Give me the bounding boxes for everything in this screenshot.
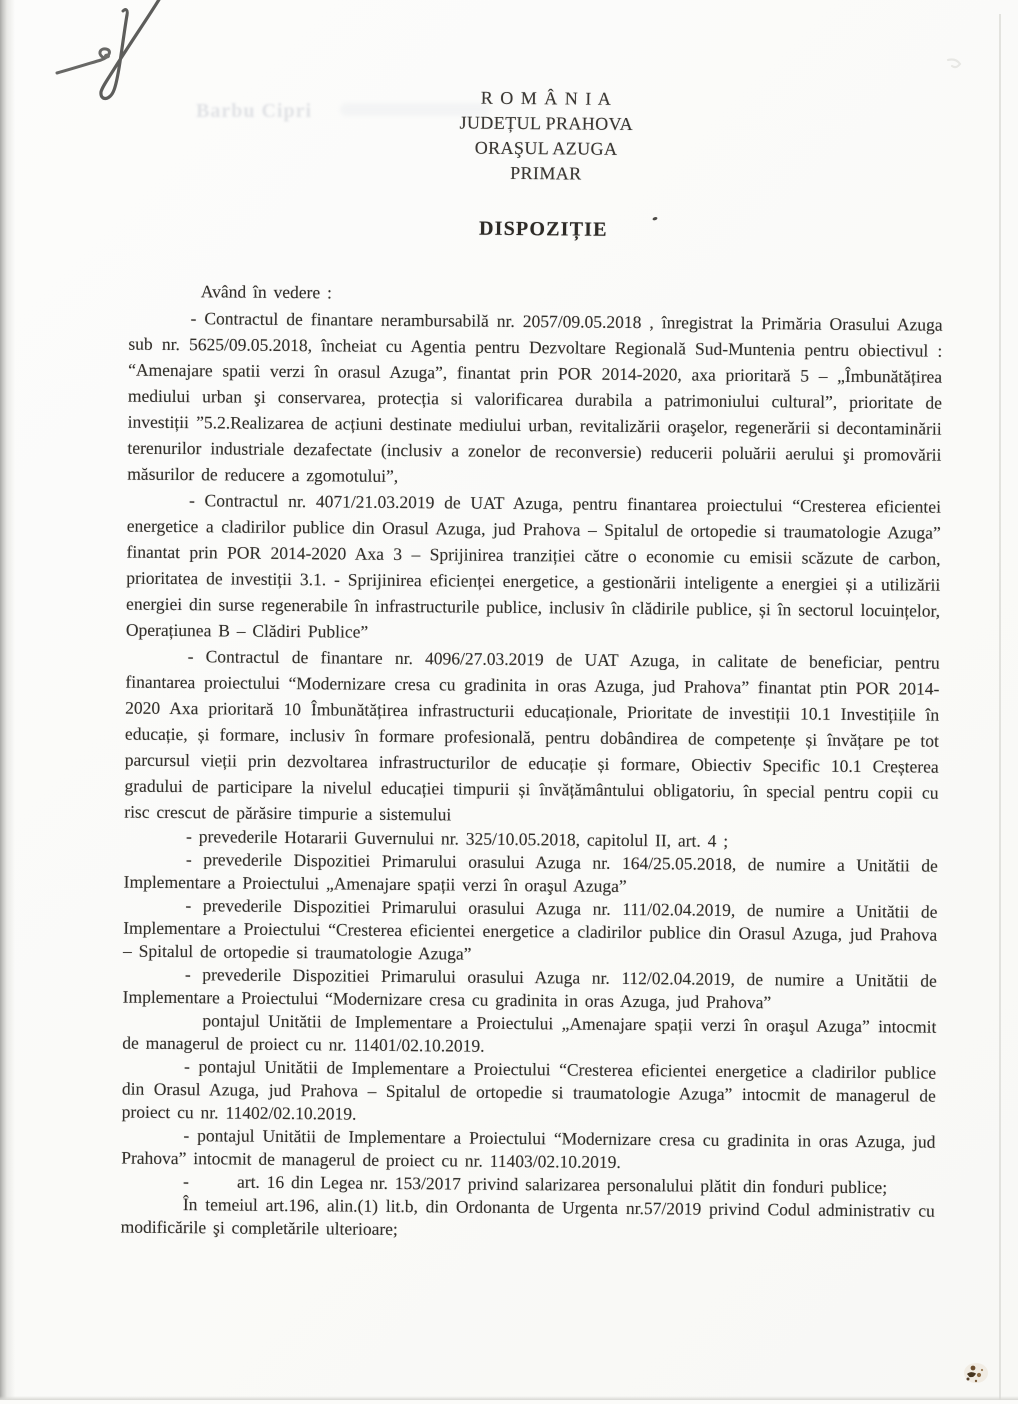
header-county: JUDEȚUL PRAHOVA <box>459 112 634 134</box>
scan-speck-top-right <box>944 54 968 78</box>
paragraph-contract-4096: - Contractul de finantare nr. 4096/27.03.2019 de UAT Azuga, in calitate de beneficiar, pentru finantarea proiectului “Modernizare cresa cu gradinita in oras Azuga, jud Prahova” finantat ptin POR 2014-2020 Axa prioritară 10 Îmbunătățirea infrastructurii educaționale, Prioritate de investiții 10.1 Investițiile în educație, și formare, inclusiv în formare profesională, pentru dobândirea de competențe și învățare pe tot parcursul vieții prin dezvoltarea infrastructurilor de educație și formare, Obiectiv Specific 10.1 Creșterea gradului de participare la nivelul educației timpurii și învățământului obligatoriu, în special pentru copii cu risc crescut de părăsire timpurie a sistemului <box>124 646 940 825</box>
title-row <box>0 213 1017 245</box>
paragraph-pontaj-11401: pontajul Unitătii de Implementare a Proiectului „Amenajare spații verzi în oraşul Azuga” intocmit de managerul de proiect cu nr. 11401/02.10.2019. <box>122 1010 937 1056</box>
paragraph-legea-153: - art. 16 din Legea nr. 153/2017 privind salarizarea personalului plătit din fonduri publice; <box>182 1171 888 1198</box>
paragraph-hotarare-325: - prevederile Hotararii Guvernului nr. 325/10.05.2018, capitolul II, art. 4 ; <box>185 826 729 851</box>
paragraph-dispozitie-112: - prevederile Dispozitiei Primarului orasului Azuga nr. 112/02.04.2019, de numire a Unitătii de Implementare a Proiectului “Modernizare cresa cu gradinita in oras Azuga, jud Prahova” <box>122 964 937 1013</box>
header-office: PRIMAR <box>510 162 582 184</box>
paragraph-dispozitie-164: - prevederile Dispozitiei Primarului orasului Azuga nr. 164/25.05.2018, de numire a Unitătii de Implementare a Proiectului „Amenajare spații verzi în oraşul Azuga” <box>123 849 938 896</box>
document-title: DISPOZIȚIE <box>478 217 608 241</box>
paragraph-temei-oug57: În temeiul art.196, alin.(1) lit.b, din Ordonanta de Urgenta nr.57/2019 privind Codul administrativ cu modificările şi completările ulterioare; <box>120 1194 935 1239</box>
org-header <box>0 81 1018 190</box>
ink-smudge <box>952 1348 1004 1400</box>
intro-line: Având în vedere : <box>200 281 333 303</box>
paragraph-dispozitie-111: - prevederile Dispozitiei Primarului orasului Azuga nr. 111/02.04.2019, de numire a Unitătii de Implementare a Proiectului “Cresterea eficientei energetice a cladirilor publice din Orasul Azuga, jud Prahova – Spitalul de ortopedie si traumatologie Azuga” <box>122 895 938 964</box>
paragraph-pontaj-11403: - pontajul Unitătii de Implementare a Proiectului “Modernizare cresa cu gradinita in oras Azuga, jud Prahova” intocmit de managerul de proiect cu nr. 11403/02.10.2019. <box>121 1125 936 1172</box>
document-body <box>121 278 943 1246</box>
paragraph-contract-4071: - Contractul nr. 4071/21.03.2019 de UAT Azuga, pentru finantarea proiectului “Cresterea eficientei energetice a cladirilor publice din Orasul Azuga, jud Prahova – Spitalul de ortopedie si traumatologie Azuga” finantat prin POR 2014-2020 Axa 3 – Sprijinirea tranziției către o economie cu emisii scăzute de carbon, prioritatea de investiții 3.1. - Sprijinirea eficienței energetice, a gestionării inteligente a energiei și a utilizării energiei din surse regenerabile în infrastructurile publice, inclusiv în clădirile publice, și în sectorul locuințelor, Operațiunea B – Clădiri Publice” <box>125 490 942 642</box>
header-city: ORAŞUL AZUGA <box>474 137 618 159</box>
paragraph-contract-2057: - Contractul de finantare nerambursabilă nr. 2057/09.05.2018 , înregistrat la Primăria Orasului Azuga sub nr. 5625/09.05.2018, încheiat cu Agentia pentru Dezvoltare Regională Sud-Muntenia pentru obiectivul : “Amenajare spatii verzi în orasul Azuga”, finantat prin POR 2014-2020, axa prioritară 5 – „Îmbunătățirea mediului urban şi conservarea, protecția si valorificarea durabila a patrimoniului cultural”, prioritate de investiții ”5.2.Realizarea de acțiuni destinate mediului urban, revitalizării oraşelor, regenerării si decontaminării terenurilor industriale dezafectate (inclusiv a zonelor de reconversie) reducerii poluării aerului şi promovării măsurilor de reducere a zgomotului”, <box>127 308 943 486</box>
header-country: R O M Â N I A <box>480 87 613 109</box>
bleed-through-text: Barbu Cipri <box>196 100 313 122</box>
paragraph-pontaj-11402: - pontajul Unitătii de Implementare a Proiectului “Cresterea eficientei energetice a cladirilor publice din Orasul Azuga, jud Prahova – Spitalul de ortopedie si traumatologie Azuga” intocmit de managerul de proiect cu nr. 11402/02.10.2019. <box>121 1056 937 1124</box>
